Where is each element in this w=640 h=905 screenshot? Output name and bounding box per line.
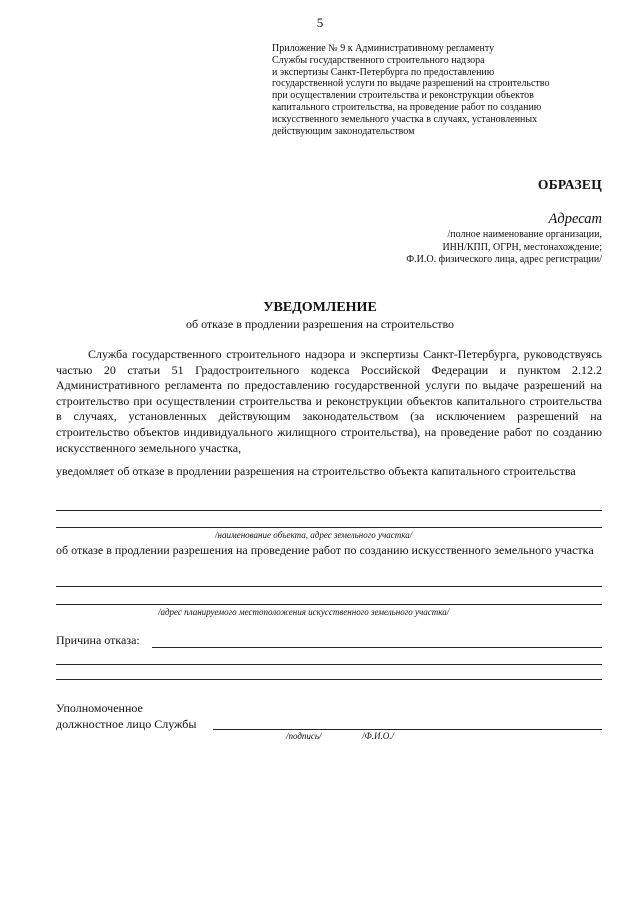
notice-title: УВЕДОМЛЕНИЕ	[263, 300, 377, 315]
addressee-note-line: /полное наименование организации,	[447, 229, 602, 240]
appendix-line: государственной услуги по выдаче разрешений на строительство	[272, 78, 550, 90]
appendix-line: капитального строительства, на проведение работ по созданию	[272, 101, 542, 113]
land-paragraph: об отказе в продлении разрешения на проведение работ по созданию искусственного земельного участка	[56, 543, 594, 557]
refusal-label: Причина отказа:	[56, 633, 140, 647]
notice-subtitle: об отказе в продлении разрешения на строительство	[185, 317, 455, 331]
addressee-label: Адресат	[548, 211, 602, 227]
appendix-line: Приложение № 9 к Административному регламенту	[272, 43, 495, 54]
body-paragraph: Служба государственного строительного надзора и экспертизы Санкт-Петербурга, руководствуясь частью 20 статьи 51 Градостроительного кодекса Российской Федерации и пунктом 2.12.2 Административного регламента по предоставлению государственной услуги по выдаче разрешений на строительство при осуществлении строительства и реконструкции объектов капитального строительства в случаях, установленных действующим законодательством (за исключением разрешений на строительство объектов индивидуального жилищного строительства), на проведение работ по созданию искусственного земельного участка,	[56, 347, 602, 455]
land-caption: /адрес планируемого местоположения искусственного земельного участка/	[158, 607, 450, 617]
refusal-fill-line[interactable]	[152, 647, 602, 648]
land-fill-line[interactable]	[56, 604, 602, 605]
page-number: 5	[316, 15, 324, 30]
refusal-fill-line[interactable]	[56, 679, 602, 680]
name-caption: /Ф.И.О./	[362, 731, 394, 741]
appendix-line: Службы государственного строительного надзора	[272, 54, 485, 66]
official-label-line1: Уполномоченное	[56, 701, 143, 715]
addressee-note-line: Ф.И.О. физического лица, адрес регистрации/	[406, 254, 602, 265]
land-fill-line[interactable]	[56, 586, 602, 587]
appendix-header	[272, 43, 612, 137]
addressee-note	[330, 229, 602, 267]
object-fill-line[interactable]	[56, 527, 602, 528]
sample-label: ОБРАЗЕЦ	[537, 177, 602, 192]
appendix-line: и экспертизы Санкт-Петербурга по предоставлению	[272, 66, 495, 78]
notify-paragraph: уведомляет об отказе в продлении разрешения на строительство объекта капитального строительства	[56, 464, 576, 478]
signature-caption: /подпись/	[286, 731, 322, 741]
object-fill-line[interactable]	[56, 510, 602, 511]
addressee-note-line: ИНН/КПП, ОГРН, местонахождение;	[442, 241, 602, 253]
object-caption: /наименование объекта, адрес земельного участка/	[215, 530, 413, 540]
appendix-line: искусственного земельного участка в случаях, установленных	[272, 113, 538, 125]
official-fill-line[interactable]	[213, 729, 602, 730]
official-label-line2: должностное лицо Службы	[56, 717, 197, 731]
appendix-line: при осуществлении строительства и реконструкции объектов	[272, 90, 534, 102]
refusal-fill-line[interactable]	[56, 664, 602, 665]
appendix-line: действующим законодательством	[272, 125, 415, 137]
